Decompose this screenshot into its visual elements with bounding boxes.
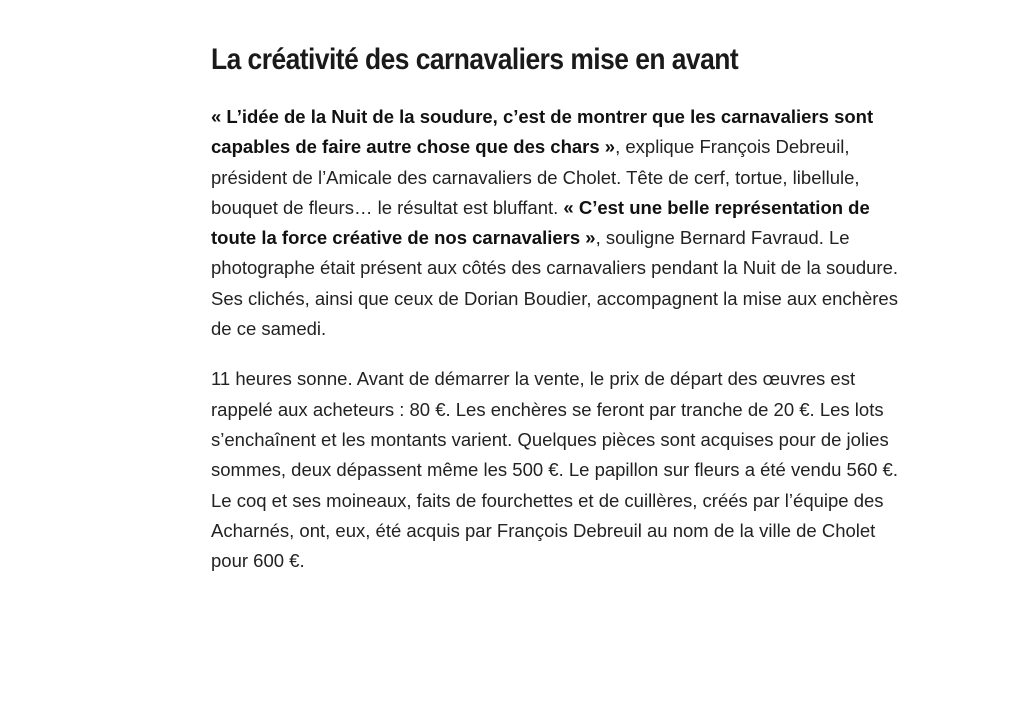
paragraph-1-text-a: , explique François Debreuil, président de l’Amicale des carnavaliers de Cholet. Tête de cerf, tortue, libellule, bouquet de fleurs… le résultat est bluffant.: [211, 136, 860, 218]
quote-francois-debreuil: « L’idée de la Nuit de la soudure, c’est de montrer que les carnavaliers sont capables de faire autre chose que des chars »: [211, 106, 874, 158]
article-body: [211, 40, 911, 576]
article-paragraph-1: [211, 102, 911, 344]
quote-bernard-favraud: « C’est une belle représentation de toute la force créative de nos carnavaliers »: [211, 196, 870, 249]
paragraph-1-text-b: , souligne Bernard Favraud. Le photographe était présent aux côtés des carnavaliers pendant la Nuit de la soudure. Ses clichés, ainsi que ceux de Dorian Boudier, accompagnent la mise aux enchères de ce samedi.: [211, 227, 899, 340]
article-paragraph-2: 11 heures sonne. Avant de démarrer la vente, le prix de départ des œuvres est rappelé aux acheteurs : 80 €. Les enchères se feront par tranche de 20 €. Les lots s’enchaînent et les montants varient. Quelques pièces sont acquises pour de jolies sommes, deux dépassent même les 500 €. Le papillon sur fleurs a été vendu 560 €. Le coq et ses moineaux, faits de fourchettes et de cuillères, créés par l’équipe des Acharnés, ont, eux, été acquis par François Debreuil au nom de la ville de Cholet pour 600 €.: [211, 368, 898, 572]
article-subheading: La créativité des carnavaliers mise en avant: [211, 43, 739, 76]
